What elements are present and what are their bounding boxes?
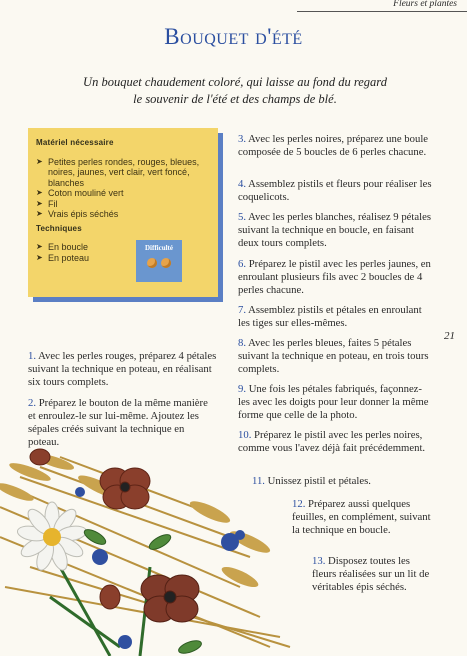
- difficulty-dot-icon: [147, 258, 157, 268]
- step-8: 8. Avec les perles bleues, faites 5 pétales suivant la technique en poteau, en trois tours complets.: [238, 337, 429, 375]
- arrow-icon: ➤: [36, 188, 43, 197]
- techniques-list: [36, 242, 210, 263]
- bouquet-photo: [0, 447, 300, 656]
- materials-heading: Matériel nécessaire: [36, 138, 114, 147]
- difficulty-badge: Difficulté: [136, 240, 182, 282]
- step-11: 11. Unissez pistil et pétales.: [252, 475, 371, 487]
- list-item: ➤ En poteau: [36, 252, 90, 263]
- difficulty-dots: [136, 258, 182, 270]
- daisy-flower: [16, 502, 87, 572]
- page-title: Bouquet d'été: [164, 24, 303, 49]
- step-6: 6. Préparez le pistil avec les perles jaunes, en enroulant plusieurs fils avec 2 boucles de 4 perles chacune.: [238, 258, 431, 296]
- step-5: 5. Avec les perles blanches, réalisez 9 pétales suivant la technique en boucle, en faisant deux tours complets.: [238, 211, 431, 249]
- list-item: ➤ Vrais épis séchés: [36, 209, 119, 219]
- page-number: 21: [444, 330, 455, 342]
- arrow-icon: ➤: [36, 198, 43, 208]
- poppy-flower: [100, 468, 150, 509]
- step-2: 2. Préparez le bouton de la même manière et enroulez-le sur lui-même. Ajoutez les sépales créés suivant la technique en poteau.: [28, 397, 208, 448]
- list-item: ➤ Coton mouliné vert: [36, 188, 124, 198]
- poppy-flower: [141, 575, 199, 622]
- arrow-icon: ➤: [36, 209, 43, 218]
- step-10: 10. Préparez le pistil avec les perles noires, comme vous l'avez déjà fait précédemment.: [238, 429, 426, 454]
- list-item: ➤ Petites perles rondes, rouges, bleues, noires, jaunes, vert clair, vert foncé, blanches: [36, 156, 200, 188]
- arrow-icon: ➤: [36, 252, 43, 262]
- arrow-icon: ➤: [36, 242, 43, 251]
- step-1: 1. Avec les perles rouges, préparez 4 pétales suivant la technique en poteau, en réalisant six tours complets.: [28, 350, 217, 388]
- subtitle-line-1: Un bouquet chaudement coloré, qui laisse au fond du regard: [83, 75, 387, 89]
- list-item: ➤ Fil: [36, 198, 58, 209]
- step-7: 7. Assemblez pistils et pétales en enroulant les tiges sur elles-mêmes.: [238, 304, 422, 329]
- step-4: 4. Assemblez pistils et fleurs pour réaliser les coquelicots.: [238, 178, 432, 203]
- subtitle-line-2: le souvenir de l'été et des champs de blé.: [133, 92, 337, 106]
- materials-list: [36, 157, 210, 220]
- difficulty-dot-icon: [161, 258, 171, 268]
- step-13: 13. Disposez toutes les fleurs réalisées sur un lit de véritables épis séchés.: [312, 555, 430, 593]
- step-3: 3. Avec les perles noires, préparez une boule composée de 5 boucles de 6 perles chacune.: [238, 133, 429, 158]
- step-9: 9. Une fois les pétales fabriqués, façonnez-les avec les doigts pour leur donner la même forme que celle de la photo.: [238, 383, 429, 421]
- materials-box: [28, 128, 218, 297]
- arrow-icon: ➤: [36, 156, 43, 166]
- running-header: Fleurs et plantes: [297, 0, 467, 12]
- list-item: ➤ En boucle: [36, 242, 89, 252]
- techniques-heading: Techniques: [36, 223, 82, 233]
- step-12: 12. Préparez aussi quelques feuilles, en complément, suivant la technique en boucle.: [292, 498, 431, 536]
- subtitle: [40, 74, 430, 108]
